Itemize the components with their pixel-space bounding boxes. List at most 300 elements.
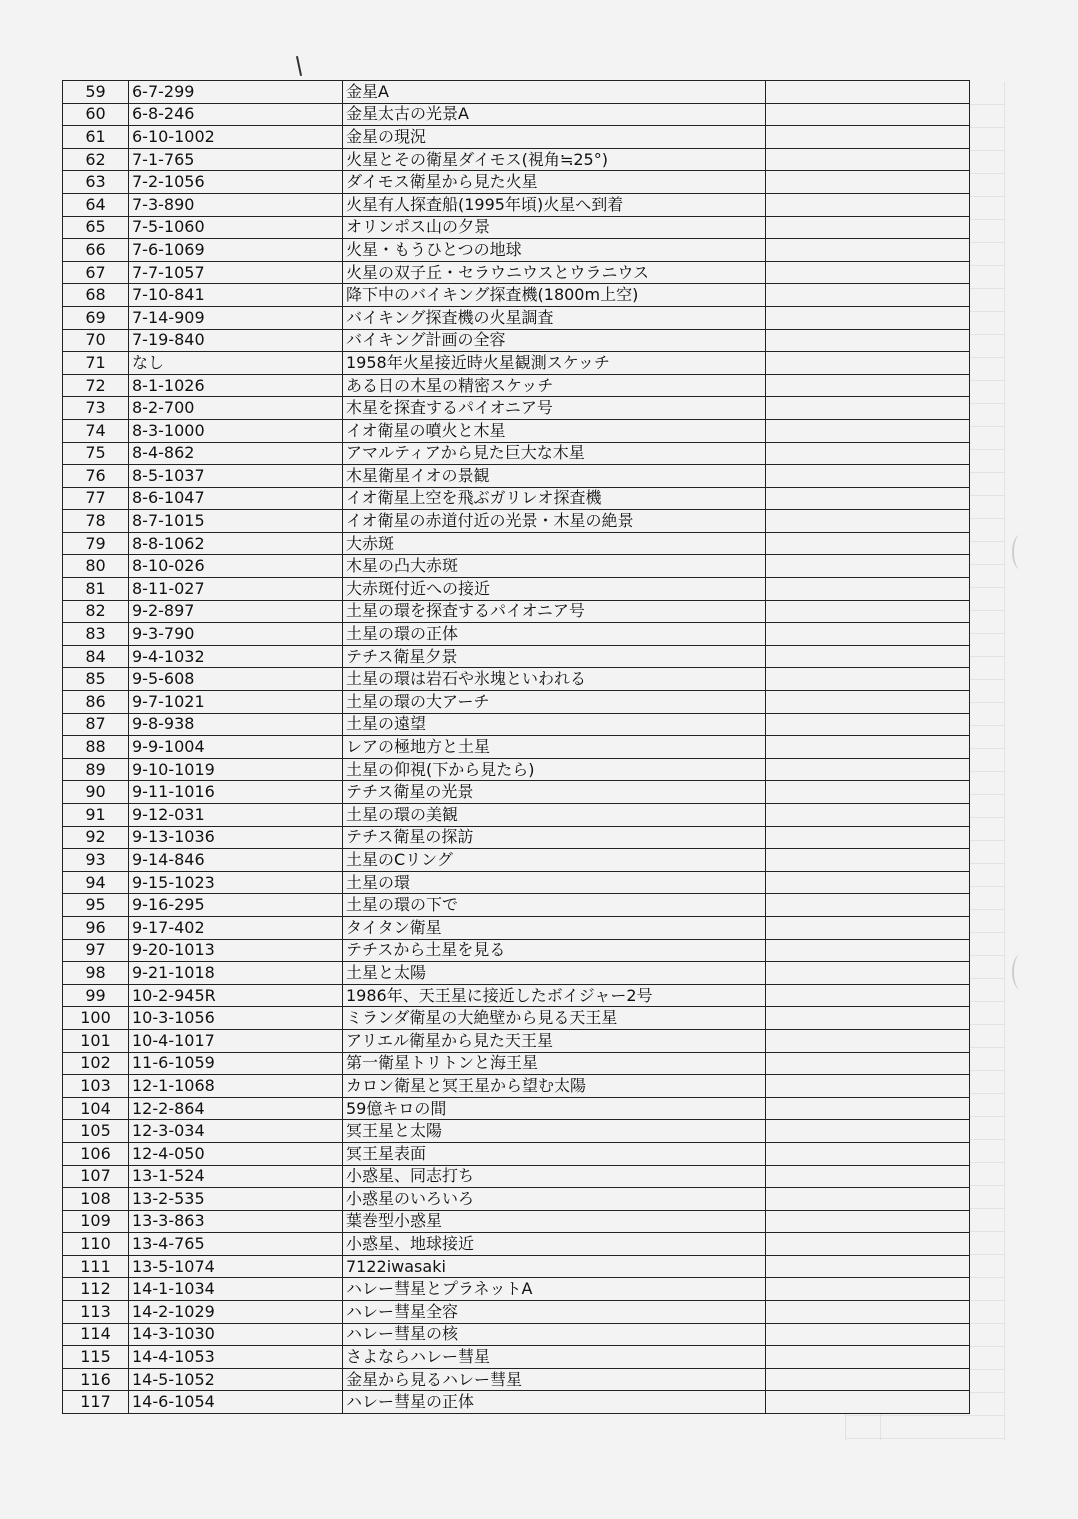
- catalog-code: 9-3-790: [129, 623, 343, 646]
- row-number: 62: [63, 148, 129, 171]
- row-number: 77: [63, 487, 129, 510]
- row-number: 65: [63, 216, 129, 239]
- catalog-code: 14-6-1054: [129, 1391, 343, 1414]
- artwork-title: 7122iwasaki: [343, 1255, 766, 1278]
- row-number: 87: [63, 713, 129, 736]
- row-number: 116: [63, 1368, 129, 1391]
- catalog-code: 13-3-863: [129, 1210, 343, 1233]
- catalog-code: 7-7-1057: [129, 261, 343, 284]
- catalog-code: 7-3-890: [129, 193, 343, 216]
- table-row: [63, 261, 970, 284]
- table-row: [63, 532, 970, 555]
- empty-notes-cell: [766, 329, 970, 352]
- row-number: 69: [63, 306, 129, 329]
- empty-notes-cell: [766, 871, 970, 894]
- catalog-code: 8-5-1037: [129, 465, 343, 488]
- row-number: 63: [63, 171, 129, 194]
- table-row: [63, 691, 970, 714]
- table-row: [63, 916, 970, 939]
- empty-notes-cell: [766, 1029, 970, 1052]
- table-row: [63, 555, 970, 578]
- empty-notes-cell: [766, 171, 970, 194]
- row-number: 90: [63, 781, 129, 804]
- row-number: 110: [63, 1233, 129, 1256]
- catalog-code: 9-8-938: [129, 713, 343, 736]
- row-number: 81: [63, 578, 129, 601]
- artwork-title: 1958年火星接近時火星観測スケッチ: [343, 352, 766, 375]
- table-row: [63, 826, 970, 849]
- catalog-code: 7-2-1056: [129, 171, 343, 194]
- row-number: 93: [63, 849, 129, 872]
- empty-notes-cell: [766, 984, 970, 1007]
- table-row: [63, 600, 970, 623]
- empty-notes-cell: [766, 1097, 970, 1120]
- table-row: [63, 329, 970, 352]
- table-row: [63, 1368, 970, 1391]
- artwork-title: 小惑星、地球接近: [343, 1233, 766, 1256]
- artwork-title: さよならハレー彗星: [343, 1346, 766, 1369]
- empty-notes-cell: [766, 465, 970, 488]
- paper-crease-mark: [1012, 535, 1028, 569]
- artwork-title: ハレー彗星とプラネットA: [343, 1278, 766, 1301]
- artwork-title: 冥王星表面: [343, 1142, 766, 1165]
- table-row: [63, 1052, 970, 1075]
- empty-notes-cell: [766, 261, 970, 284]
- table-row: [63, 894, 970, 917]
- catalog-code: 9-5-608: [129, 668, 343, 691]
- table-row: [63, 81, 970, 104]
- catalog-code: 12-4-050: [129, 1142, 343, 1165]
- artwork-title: 土星の仰視(下から見たら): [343, 758, 766, 781]
- catalog-code: 9-16-295: [129, 894, 343, 917]
- catalog-code: 8-4-862: [129, 442, 343, 465]
- artwork-title: 金星から見るハレー彗星: [343, 1368, 766, 1391]
- row-number: 64: [63, 193, 129, 216]
- catalog-code: 13-4-765: [129, 1233, 343, 1256]
- row-number: 101: [63, 1029, 129, 1052]
- catalog-code: 8-7-1015: [129, 510, 343, 533]
- catalog-code: 14-4-1053: [129, 1346, 343, 1369]
- artwork-title: 金星太古の光景A: [343, 103, 766, 126]
- catalog-code: なし: [129, 352, 343, 375]
- row-number: 83: [63, 623, 129, 646]
- artwork-title: 土星の環の美観: [343, 804, 766, 827]
- catalog-code: 8-3-1000: [129, 419, 343, 442]
- table-row: [63, 1255, 970, 1278]
- row-number: 78: [63, 510, 129, 533]
- table-row: [63, 397, 970, 420]
- row-number: 60: [63, 103, 129, 126]
- pen-mark: [296, 56, 302, 76]
- catalog-code: 9-12-031: [129, 804, 343, 827]
- empty-notes-cell: [766, 804, 970, 827]
- artwork-title: ハレー彗星の正体: [343, 1391, 766, 1414]
- artwork-list-body: [63, 81, 970, 1414]
- artwork-title: 土星の環を探査するパイオニア号: [343, 600, 766, 623]
- artwork-title: 土星と太陽: [343, 962, 766, 985]
- row-number: 88: [63, 736, 129, 759]
- empty-notes-cell: [766, 352, 970, 375]
- table-row: [63, 1097, 970, 1120]
- artwork-title: テチスから土星を見る: [343, 939, 766, 962]
- catalog-code: 9-11-1016: [129, 781, 343, 804]
- empty-notes-cell: [766, 1142, 970, 1165]
- artwork-title: 小惑星のいろいろ: [343, 1188, 766, 1211]
- artwork-title: 土星の環の大アーチ: [343, 691, 766, 714]
- row-number: 99: [63, 984, 129, 1007]
- catalog-code: 10-3-1056: [129, 1007, 343, 1030]
- table-row: [63, 171, 970, 194]
- table-row: [63, 962, 970, 985]
- artwork-title: 火星の双子丘・セラウニウスとウラニウス: [343, 261, 766, 284]
- table-row: [63, 736, 970, 759]
- catalog-code: 14-3-1030: [129, 1323, 343, 1346]
- row-number: 82: [63, 600, 129, 623]
- empty-notes-cell: [766, 894, 970, 917]
- artwork-title: 1986年、天王星に接近したボイジャー2号: [343, 984, 766, 1007]
- table-row: [63, 984, 970, 1007]
- empty-notes-cell: [766, 306, 970, 329]
- artwork-title: テチス衛星の光景: [343, 781, 766, 804]
- catalog-code: 8-1-1026: [129, 374, 343, 397]
- empty-notes-cell: [766, 668, 970, 691]
- empty-notes-cell: [766, 781, 970, 804]
- artwork-title: タイタン衛星: [343, 916, 766, 939]
- table-row: [63, 871, 970, 894]
- empty-notes-cell: [766, 600, 970, 623]
- row-number: 105: [63, 1120, 129, 1143]
- row-number: 75: [63, 442, 129, 465]
- table-row: [63, 284, 970, 307]
- empty-notes-cell: [766, 397, 970, 420]
- row-number: 76: [63, 465, 129, 488]
- empty-notes-cell: [766, 1323, 970, 1346]
- empty-notes-cell: [766, 939, 970, 962]
- row-number: 108: [63, 1188, 129, 1211]
- row-number: 117: [63, 1391, 129, 1414]
- table-row: [63, 623, 970, 646]
- table-row: [63, 103, 970, 126]
- empty-notes-cell: [766, 1120, 970, 1143]
- empty-notes-cell: [766, 826, 970, 849]
- row-number: 113: [63, 1301, 129, 1324]
- catalog-code: 12-2-864: [129, 1097, 343, 1120]
- empty-notes-cell: [766, 374, 970, 397]
- table-row: [63, 465, 970, 488]
- empty-notes-cell: [766, 1368, 970, 1391]
- table-row: [63, 1323, 970, 1346]
- row-number: 96: [63, 916, 129, 939]
- table-row: [63, 374, 970, 397]
- row-number: 114: [63, 1323, 129, 1346]
- empty-notes-cell: [766, 1346, 970, 1369]
- empty-notes-cell: [766, 1391, 970, 1414]
- artwork-title: 葉巻型小惑星: [343, 1210, 766, 1233]
- catalog-code: 7-1-765: [129, 148, 343, 171]
- empty-notes-cell: [766, 442, 970, 465]
- artwork-title: イオ衛星の噴火と木星: [343, 419, 766, 442]
- row-number: 74: [63, 419, 129, 442]
- table-row: [63, 781, 970, 804]
- catalog-code: 12-1-1068: [129, 1075, 343, 1098]
- empty-notes-cell: [766, 103, 970, 126]
- table-row: [63, 668, 970, 691]
- artwork-title: 第一衛星トリトンと海王星: [343, 1052, 766, 1075]
- table-row: [63, 1188, 970, 1211]
- artwork-title: 59億キロの間: [343, 1097, 766, 1120]
- artwork-title: 土星の環: [343, 871, 766, 894]
- table-row: [63, 578, 970, 601]
- empty-notes-cell: [766, 962, 970, 985]
- catalog-code: 9-17-402: [129, 916, 343, 939]
- catalog-code: 9-21-1018: [129, 962, 343, 985]
- artwork-title: 小惑星、同志打ち: [343, 1165, 766, 1188]
- table-row: [63, 193, 970, 216]
- row-number: 80: [63, 555, 129, 578]
- catalog-code: 9-14-846: [129, 849, 343, 872]
- artwork-title: バイキング計画の全容: [343, 329, 766, 352]
- table-row: [63, 645, 970, 668]
- catalog-code: 6-8-246: [129, 103, 343, 126]
- row-number: 72: [63, 374, 129, 397]
- row-number: 73: [63, 397, 129, 420]
- catalog-code: 13-1-524: [129, 1165, 343, 1188]
- artwork-title: 木星を探査するパイオニア号: [343, 397, 766, 420]
- empty-notes-cell: [766, 487, 970, 510]
- empty-notes-cell: [766, 691, 970, 714]
- paper-crease-mark: [1012, 955, 1028, 989]
- artwork-title: オリンポス山の夕景: [343, 216, 766, 239]
- catalog-code: 9-15-1023: [129, 871, 343, 894]
- catalog-code: 9-4-1032: [129, 645, 343, 668]
- empty-notes-cell: [766, 532, 970, 555]
- catalog-code: 7-19-840: [129, 329, 343, 352]
- row-number: 98: [63, 962, 129, 985]
- row-number: 91: [63, 804, 129, 827]
- table-row: [63, 419, 970, 442]
- catalog-code: 11-6-1059: [129, 1052, 343, 1075]
- empty-notes-cell: [766, 126, 970, 149]
- catalog-code: 10-4-1017: [129, 1029, 343, 1052]
- artwork-title: 大赤斑: [343, 532, 766, 555]
- artwork-title: ミランダ衛星の大絶壁から見る天王星: [343, 1007, 766, 1030]
- artwork-title: レアの極地方と土星: [343, 736, 766, 759]
- empty-notes-cell: [766, 1301, 970, 1324]
- table-row: [63, 849, 970, 872]
- table-row: [63, 148, 970, 171]
- empty-notes-cell: [766, 1255, 970, 1278]
- row-number: 94: [63, 871, 129, 894]
- table-row: [63, 487, 970, 510]
- table-row: [63, 1142, 970, 1165]
- artwork-title: 土星の遠望: [343, 713, 766, 736]
- row-number: 97: [63, 939, 129, 962]
- artwork-title: 金星の現況: [343, 126, 766, 149]
- catalog-code: 7-10-841: [129, 284, 343, 307]
- row-number: 79: [63, 532, 129, 555]
- artwork-list-table: [62, 80, 970, 1414]
- empty-notes-cell: [766, 1052, 970, 1075]
- table-row: [63, 352, 970, 375]
- table-row: [63, 804, 970, 827]
- table-row: [63, 939, 970, 962]
- empty-notes-cell: [766, 510, 970, 533]
- catalog-code: 12-3-034: [129, 1120, 343, 1143]
- table-row: [63, 442, 970, 465]
- empty-notes-cell: [766, 1075, 970, 1098]
- artwork-title: ある日の木星の精密スケッチ: [343, 374, 766, 397]
- empty-notes-cell: [766, 1233, 970, 1256]
- catalog-code: 9-13-1036: [129, 826, 343, 849]
- row-number: 66: [63, 239, 129, 262]
- artwork-title: 火星有人探査船(1995年頃)火星へ到着: [343, 193, 766, 216]
- table-row: [63, 1075, 970, 1098]
- catalog-code: 10-2-945R: [129, 984, 343, 1007]
- empty-notes-cell: [766, 849, 970, 872]
- table-row: [63, 1210, 970, 1233]
- artwork-title: 木星の凸大赤斑: [343, 555, 766, 578]
- artwork-title: 土星の環の下で: [343, 894, 766, 917]
- artwork-title: カロン衛星と冥王星から望む太陽: [343, 1075, 766, 1098]
- artwork-title: 火星・もうひとつの地球: [343, 239, 766, 262]
- artwork-title: アリエル衛星から見た天王星: [343, 1029, 766, 1052]
- empty-notes-cell: [766, 1278, 970, 1301]
- row-number: 89: [63, 758, 129, 781]
- empty-notes-cell: [766, 1165, 970, 1188]
- catalog-code: 8-8-1062: [129, 532, 343, 555]
- row-number: 103: [63, 1075, 129, 1098]
- table-row: [63, 239, 970, 262]
- artwork-title: ハレー彗星の核: [343, 1323, 766, 1346]
- artwork-title: 降下中のバイキング探査機(1800m上空): [343, 284, 766, 307]
- catalog-code: 8-10-026: [129, 555, 343, 578]
- row-number: 102: [63, 1052, 129, 1075]
- row-number: 112: [63, 1278, 129, 1301]
- row-number: 61: [63, 126, 129, 149]
- artwork-title: テチス衛星の探訪: [343, 826, 766, 849]
- row-number: 70: [63, 329, 129, 352]
- table-row: [63, 306, 970, 329]
- artwork-title: 大赤斑付近への接近: [343, 578, 766, 601]
- empty-notes-cell: [766, 1210, 970, 1233]
- empty-notes-cell: [766, 216, 970, 239]
- table-row: [63, 1029, 970, 1052]
- row-number: 95: [63, 894, 129, 917]
- empty-notes-cell: [766, 645, 970, 668]
- catalog-code: 7-14-909: [129, 306, 343, 329]
- empty-notes-cell: [766, 916, 970, 939]
- catalog-code: 7-6-1069: [129, 239, 343, 262]
- artwork-title: ハレー彗星全容: [343, 1301, 766, 1324]
- table-row: [63, 1301, 970, 1324]
- table-row: [63, 1278, 970, 1301]
- table-row: [63, 758, 970, 781]
- catalog-code: 14-1-1034: [129, 1278, 343, 1301]
- catalog-code: 14-2-1029: [129, 1301, 343, 1324]
- artwork-title: アマルティアから見た巨大な木星: [343, 442, 766, 465]
- artwork-title: 木星衛星イオの景観: [343, 465, 766, 488]
- row-number: 107: [63, 1165, 129, 1188]
- row-number: 59: [63, 81, 129, 104]
- row-number: 86: [63, 691, 129, 714]
- row-number: 111: [63, 1255, 129, 1278]
- empty-notes-cell: [766, 736, 970, 759]
- empty-notes-cell: [766, 284, 970, 307]
- empty-notes-cell: [766, 555, 970, 578]
- empty-notes-cell: [766, 419, 970, 442]
- empty-notes-cell: [766, 148, 970, 171]
- row-number: 67: [63, 261, 129, 284]
- catalog-code: 9-10-1019: [129, 758, 343, 781]
- catalog-code: 14-5-1052: [129, 1368, 343, 1391]
- artwork-title: イオ衛星上空を飛ぶガリレオ探査機: [343, 487, 766, 510]
- empty-notes-cell: [766, 193, 970, 216]
- table-row: [63, 1391, 970, 1414]
- artwork-title: 金星A: [343, 81, 766, 104]
- row-number: 109: [63, 1210, 129, 1233]
- artwork-title: バイキング探査機の火星調査: [343, 306, 766, 329]
- row-number: 104: [63, 1097, 129, 1120]
- artwork-title: 土星の環の正体: [343, 623, 766, 646]
- row-number: 115: [63, 1346, 129, 1369]
- empty-notes-cell: [766, 758, 970, 781]
- empty-notes-cell: [766, 623, 970, 646]
- empty-notes-cell: [766, 239, 970, 262]
- artwork-title: 土星のCリング: [343, 849, 766, 872]
- table-row: [63, 1346, 970, 1369]
- artwork-title: 冥王星と太陽: [343, 1120, 766, 1143]
- catalog-code: 8-2-700: [129, 397, 343, 420]
- artwork-title: イオ衛星の赤道付近の光景・木星の絶景: [343, 510, 766, 533]
- catalog-code: 6-10-1002: [129, 126, 343, 149]
- row-number: 71: [63, 352, 129, 375]
- row-number: 68: [63, 284, 129, 307]
- catalog-code: 6-7-299: [129, 81, 343, 104]
- empty-notes-cell: [766, 81, 970, 104]
- row-number: 85: [63, 668, 129, 691]
- catalog-code: 9-20-1013: [129, 939, 343, 962]
- catalog-code: 13-5-1074: [129, 1255, 343, 1278]
- row-number: 100: [63, 1007, 129, 1030]
- artwork-title: テチス衛星夕景: [343, 645, 766, 668]
- catalog-code: 9-9-1004: [129, 736, 343, 759]
- catalog-code: 8-6-1047: [129, 487, 343, 510]
- row-number: 106: [63, 1142, 129, 1165]
- catalog-code: 8-11-027: [129, 578, 343, 601]
- artwork-title: 土星の環は岩石や氷塊といわれる: [343, 668, 766, 691]
- catalog-code: 9-2-897: [129, 600, 343, 623]
- empty-notes-cell: [766, 713, 970, 736]
- table-row: [63, 713, 970, 736]
- catalog-code: 13-2-535: [129, 1188, 343, 1211]
- table-row: [63, 1165, 970, 1188]
- empty-notes-cell: [766, 1188, 970, 1211]
- catalog-code: 7-5-1060: [129, 216, 343, 239]
- table-row: [63, 510, 970, 533]
- artwork-title: ダイモス衛星から見た火星: [343, 171, 766, 194]
- row-number: 92: [63, 826, 129, 849]
- table-row: [63, 1120, 970, 1143]
- table-row: [63, 1233, 970, 1256]
- catalog-code: 9-7-1021: [129, 691, 343, 714]
- table-row: [63, 216, 970, 239]
- table-row: [63, 1007, 970, 1030]
- artwork-title: 火星とその衛星ダイモス(視角≒25°): [343, 148, 766, 171]
- empty-notes-cell: [766, 578, 970, 601]
- row-number: 84: [63, 645, 129, 668]
- empty-notes-cell: [766, 1007, 970, 1030]
- table-row: [63, 126, 970, 149]
